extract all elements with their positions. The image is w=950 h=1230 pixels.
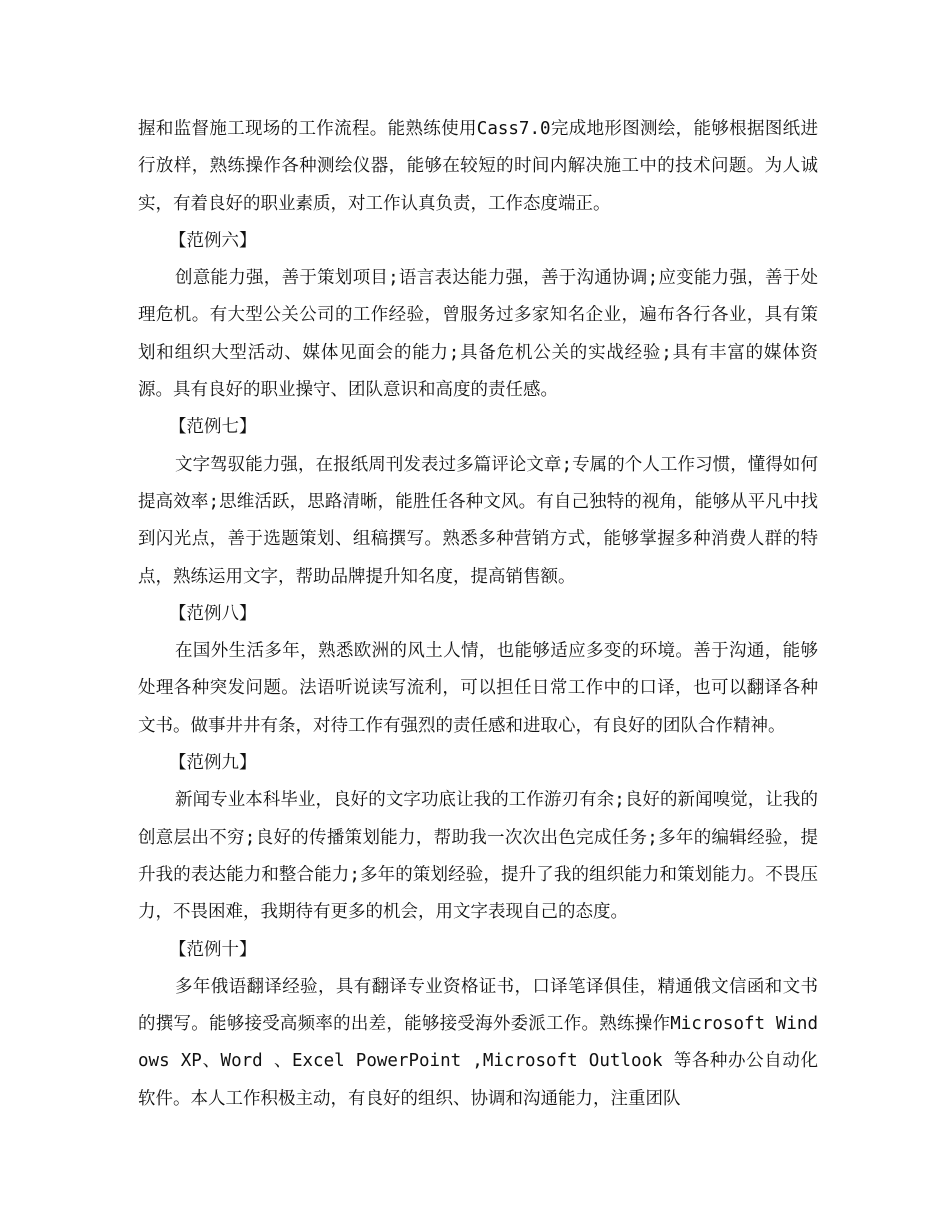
heading-example-7: 【范例七】	[169, 417, 257, 438]
paragraph-example-7: 文字驾驭能力强，在报纸周刊发表过多篇评论文章;专属的个人工作习惯，懂得如何提高效率;思维活跃，思路清晰，能胜任各种文风。有自己独特的视角，能够从平凡中找到闪光点，善于选题策划、组稿撰写。熟悉多种营销方式，能够掌握多种消费人群的特点，熟练运用文字，帮助品牌提升知名度，提高销售额。	[138, 454, 818, 587]
heading-example-10: 【范例十】	[169, 939, 257, 960]
paragraph-example-9: 新闻专业本科毕业，良好的文字功底让我的工作游刃有余;良好的新闻嗅觉，让我的创意层出不穷;良好的传播策划能力，帮助我一次次出色完成任务;多年的编辑经验，提升我的表达能力和整合能力;多年的策划经验，提升了我的组织能力和策划能力。不畏压力，不畏困难，我期待有更多的机会，用文字表现自己的态度。	[138, 790, 818, 923]
heading-example-8: 【范例八】	[169, 603, 257, 624]
paragraph-example-6: 创意能力强，善于策划项目;语言表达能力强，善于沟通协调;应变能力强，善于处理危机。有大型公关公司的工作经验，曾服务过多家知名企业，遍布各行各业，具有策划和组织大型活动、媒体见面会的能力;具备危机公关的实战经验;具有丰富的媒体资源。具有良好的职业操守、团队意识和高度的责任感。	[138, 268, 818, 401]
paragraph-example-10: 多年俄语翻译经验，具有翻译专业资格证书，口译笔译俱佳，精通俄文信函和文书的撰写。能够接受高频率的出差，能够接受海外委派工作。熟练操作Microsoft Windows XP、Word 、Excel PowerPoint ,Microsoft Outlook 等各种办公自动化软件。本人工作积极主动，有良好的组织、协调和沟通能力，注重团队	[138, 976, 818, 1109]
paragraph-example-8: 在国外生活多年，熟悉欧洲的风土人情，也能够适应多变的环境。善于沟通，能够处理各种突发问题。法语听说读写流利，可以担任日常工作中的口译，也可以翻译各种文书。做事井井有条，对待工作有强烈的责任感和进取心，有良好的团队合作精神。	[138, 641, 818, 736]
paragraph-intro-continued: 握和监督施工现场的工作流程。能熟练使用Cass7.0完成地形图测绘，能够根据图纸进行放样，熟练操作各种测绘仪器，能够在较短的时间内解决施工中的技术问题。为人诚实，有着良好的职业素质，对工作认真负责，工作态度端正。	[138, 119, 818, 214]
document-body	[138, 111, 818, 1118]
heading-example-6: 【范例六】	[169, 230, 257, 251]
heading-example-9: 【范例九】	[169, 753, 257, 774]
